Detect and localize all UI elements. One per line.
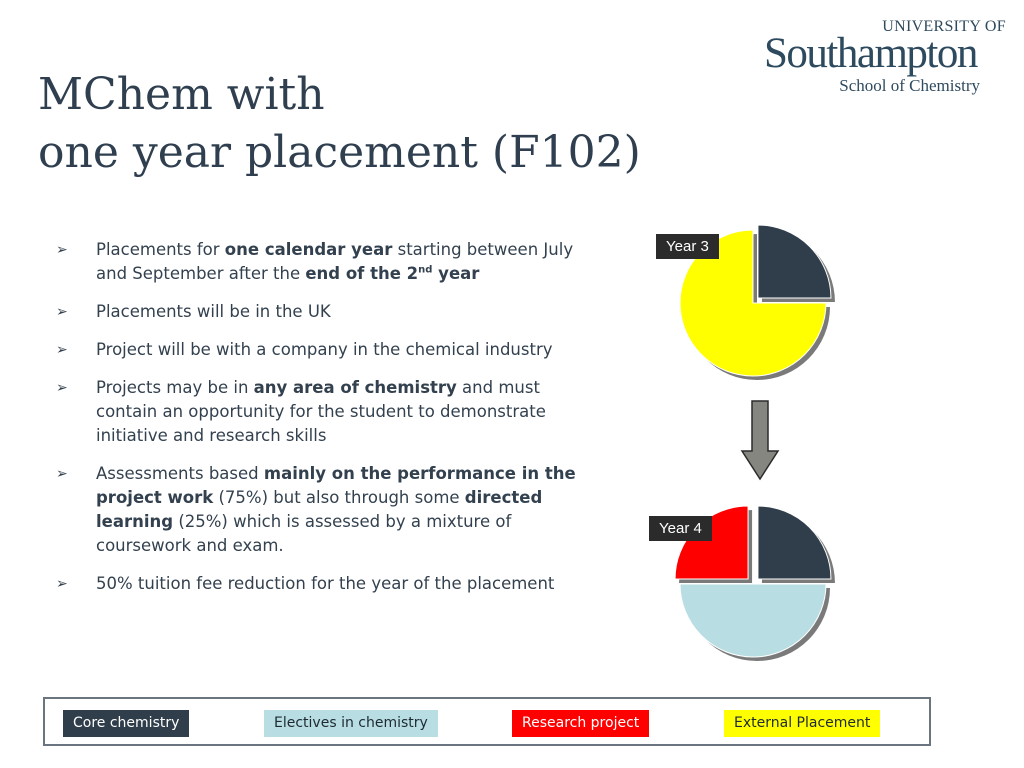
pie-slice-core <box>758 225 831 298</box>
bullet-item <box>56 572 604 596</box>
legend <box>43 697 931 746</box>
arrow-bullet-icon: ➢ <box>56 380 68 396</box>
bullet-text: Placements will be in the UK <box>96 302 331 321</box>
logo-top-text: UNIVERSITY OF <box>882 18 1006 35</box>
bullet-text: Placements for <box>96 240 225 259</box>
bullet-item <box>56 238 604 286</box>
logo-sub-text: School of Chemistry <box>839 76 980 95</box>
page-title <box>38 66 641 182</box>
logo-main-text: Southampton <box>764 30 977 77</box>
university-logo <box>764 18 1006 98</box>
arrow-bullet-icon: ➢ <box>56 242 68 258</box>
bullet-text: year <box>432 264 480 283</box>
pie-charts-svg <box>640 212 880 682</box>
pie-slice-core <box>758 506 831 579</box>
bullet-text: any area of chemistry <box>253 378 457 397</box>
bullet-item <box>56 338 604 362</box>
arrow-bullet-icon: ➢ <box>56 342 68 358</box>
bullet-text: end of the 2 <box>305 264 419 283</box>
arrow-bullet-icon: ➢ <box>56 304 68 320</box>
pie-slice-electives <box>680 584 826 657</box>
bullet-text: 50% tuition fee reduction for the year of the placement <box>96 574 555 593</box>
bullet-list <box>56 238 604 610</box>
legend-electives: Electives in chemistry <box>264 710 438 737</box>
arrow-bullet-icon: ➢ <box>56 466 68 482</box>
bullet-text: (25%) which is assessed by a mixture of coursework and exam. <box>96 512 512 555</box>
bullet-text: Projects may be in <box>96 378 254 397</box>
bullet-item <box>56 376 604 448</box>
down-arrow-icon <box>742 401 778 479</box>
bullet-text: Assessments based <box>96 464 264 483</box>
legend-core: Core chemistry <box>63 710 189 737</box>
year-4-label: Year 4 <box>649 516 712 541</box>
year-3-label: Year 3 <box>656 234 719 259</box>
bullet-text: nd <box>418 264 433 276</box>
bullet-text: one calendar year <box>224 240 393 259</box>
bullet-item <box>56 300 604 324</box>
pie-charts <box>640 212 880 682</box>
legend-research: Research project <box>512 710 649 737</box>
bullet-item <box>56 462 604 558</box>
title-line-2: one year placement (F102) <box>38 127 641 178</box>
title-line-1: MChem with <box>38 69 325 120</box>
legend-external: External Placement <box>724 710 880 737</box>
bullet-text: directed learning <box>96 488 543 531</box>
arrow-bullet-icon: ➢ <box>56 576 68 592</box>
bullet-text: starting between July and September after the <box>96 240 574 283</box>
bullet-text: Project will be with a company in the chemical industry <box>96 340 553 359</box>
bullet-text: mainly on the performance in the project work <box>96 464 576 507</box>
bullet-text: (75%) but also through some <box>213 488 465 507</box>
bullet-text: and must contain an opportunity for the student to demonstrate initiative and research skills <box>96 378 546 445</box>
